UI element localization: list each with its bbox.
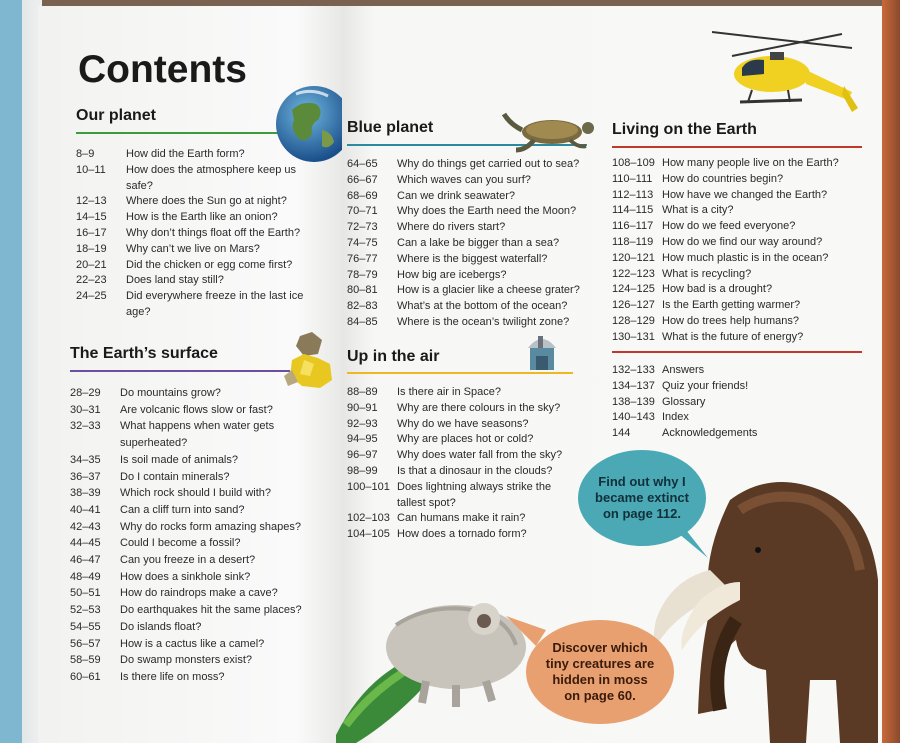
- previous-page-edge: [0, 0, 42, 743]
- toc-question: Where do rivers start?: [397, 221, 506, 234]
- toc-entry: [347, 432, 571, 448]
- toc-question: Why does the Earth need the Moon?: [397, 205, 577, 218]
- toc-entry: [347, 268, 595, 284]
- toc-page-range: 108–109: [612, 157, 655, 169]
- toc-question: How is a glacier like a cheese grater?: [397, 284, 580, 297]
- toc-entry: [612, 267, 874, 283]
- section-title-our-planet: Our planet: [76, 107, 157, 124]
- toc-question: Glossary: [662, 395, 706, 408]
- toc-question: How do raindrops make a cave?: [120, 587, 278, 600]
- toc-entry: [70, 535, 332, 552]
- toc-question: How many people live on the Earth?: [662, 157, 839, 169]
- toc-page-range: 110–111: [612, 172, 653, 185]
- section-rule-earths-surface: [70, 370, 290, 372]
- toc-entry: [347, 283, 595, 299]
- toc-entry: [612, 298, 874, 314]
- toc-entry: [70, 669, 332, 686]
- toc-entry: [347, 448, 571, 464]
- toc-entry: [347, 236, 595, 252]
- toc-question: Are volcanic flows slow or fast?: [120, 403, 273, 416]
- toc-question: Is there life on moss?: [120, 670, 225, 683]
- toc-page-range: 102–103: [347, 512, 390, 525]
- toc-entry: [347, 527, 571, 543]
- toc-entry: [70, 418, 332, 451]
- toc-page-range: 82–83: [347, 300, 378, 313]
- observatory-icon: [522, 330, 562, 372]
- toc-entry: [347, 417, 571, 433]
- toc-page-range: 144: [612, 427, 631, 440]
- toc-question: Is soil made of animals?: [120, 453, 238, 466]
- toc-page-range: 56–57: [70, 637, 101, 650]
- toc-entry: [612, 219, 874, 235]
- toc-entry: [70, 602, 332, 619]
- toc-question: What is a city?: [662, 204, 734, 217]
- toc-page-range: 126–127: [612, 299, 655, 312]
- toc-entry: [612, 156, 874, 172]
- toc-question: Can you freeze in a desert?: [120, 554, 256, 567]
- toc-question: How is the Earth like an onion?: [126, 211, 278, 224]
- toc-entry: [70, 402, 332, 419]
- section-rule-our-planet: [76, 132, 290, 134]
- toc-question: Is that a dinosaur in the clouds?: [397, 464, 553, 477]
- toc-question: What’s at the bottom of the ocean?: [397, 300, 568, 313]
- toc-question: Do I contain minerals?: [120, 470, 230, 483]
- toc-page-range: 54–55: [70, 620, 101, 633]
- toc-page-range: 16–17: [76, 226, 107, 239]
- toc-entry: [76, 273, 316, 289]
- toc-page-range: 124–125: [612, 283, 655, 296]
- toc-page-range: 140–143: [612, 411, 655, 424]
- toc-page-range: 36–37: [70, 470, 101, 483]
- toc-page-range: 74–75: [347, 236, 378, 249]
- toc-page-range: 42–43: [70, 520, 101, 533]
- toc-entry: [612, 235, 874, 251]
- toc-question: Does lightning always strike the tallest spot?: [397, 480, 552, 509]
- toc-page-range: 88–89: [347, 386, 378, 398]
- toc-entry: [70, 485, 332, 502]
- section-rule-living-on-the-earth: [612, 146, 862, 148]
- toc-question: How do countries begin?: [662, 172, 784, 185]
- toc-question: Why are there colours in the sky?: [397, 401, 561, 414]
- toc-page-range: 44–45: [70, 537, 101, 550]
- section-title-living-on-the-earth: Living on the Earth: [612, 121, 757, 138]
- toc-question: Can a lake be bigger than a sea?: [397, 236, 560, 249]
- toc-question: How do we feed everyone?: [662, 220, 796, 233]
- toc-page-range: 90–91: [347, 401, 378, 414]
- toc-page-range: 60–61: [70, 670, 101, 683]
- toc-question: How bad is a drought?: [662, 283, 773, 296]
- toc-entry: [76, 242, 316, 258]
- page-title: Contents: [78, 48, 247, 91]
- toc-entry: [70, 585, 332, 602]
- toc-question: Can we drink seawater?: [397, 189, 516, 202]
- toc-list-our-planet: [76, 147, 316, 321]
- toc-page-range: 24–25: [76, 290, 107, 303]
- toc-entry: [612, 203, 874, 219]
- toc-entry: [612, 395, 852, 411]
- toc-entry: [70, 519, 332, 536]
- toc-page-range: 68–69: [347, 189, 378, 202]
- toc-page-range: 66–67: [347, 173, 378, 186]
- toc-entry: [70, 469, 332, 486]
- toc-entry: [347, 299, 595, 315]
- toc-entry: [347, 220, 595, 236]
- toc-page-range: 128–129: [612, 314, 655, 327]
- toc-question: What is recycling?: [662, 267, 752, 280]
- toc-question: What happens when water gets superheated?: [120, 420, 275, 450]
- toc-page-range: 72–73: [347, 221, 378, 234]
- turtle-icon: [500, 106, 600, 154]
- toc-page-range: 138–139: [612, 395, 655, 408]
- toc-page-range: 130–131: [612, 330, 655, 343]
- toc-question: Why does water fall from the sky?: [397, 449, 563, 462]
- toc-question: Where is the biggest waterfall?: [397, 252, 548, 265]
- toc-question: How do trees help humans?: [662, 314, 799, 327]
- toc-entry: [347, 385, 571, 401]
- toc-question: Why can’t we live on Mars?: [126, 242, 260, 255]
- toc-question: Which waves can you surf?: [397, 173, 531, 186]
- toc-page-range: 92–93: [347, 417, 378, 430]
- toc-question: Do earthquakes hit the same places?: [120, 604, 302, 617]
- toc-page-range: 12–13: [76, 195, 107, 208]
- toc-page-range: 10–11: [76, 163, 106, 176]
- toc-page-range: 64–65: [347, 158, 378, 170]
- toc-question: Is there air in Space?: [397, 386, 501, 398]
- back-matter-rule: [612, 351, 862, 353]
- toc-question: Do mountains grow?: [120, 387, 221, 399]
- toc-question: Why do things get carried out to sea?: [397, 158, 580, 170]
- toc-entry: [76, 258, 316, 274]
- toc-page-range: 104–105: [347, 528, 390, 541]
- toc-entry: [347, 464, 571, 480]
- toc-question: How does a sinkhole sink?: [120, 570, 251, 583]
- toc-question: How have we changed the Earth?: [662, 188, 828, 201]
- toc-question: Why do we have seasons?: [397, 417, 529, 430]
- toc-entry: [76, 226, 316, 242]
- toc-page-range: 50–51: [70, 587, 101, 600]
- toc-page-range: 20–21: [76, 258, 107, 271]
- toc-entry: [76, 289, 316, 321]
- toc-page-range: 96–97: [347, 449, 378, 462]
- toc-entry: [347, 401, 571, 417]
- toc-page-range: 80–81: [347, 284, 378, 297]
- toc-page-range: 122–123: [612, 267, 655, 280]
- toc-page-range: 48–49: [70, 570, 101, 583]
- toc-question: Why do rocks form amazing shapes?: [120, 520, 301, 533]
- toc-page-range: 14–15: [76, 211, 107, 224]
- toc-question: How does the atmosphere keep us safe?: [126, 163, 296, 192]
- toc-list-living-on-the-earth: [612, 156, 874, 346]
- toc-page-range: 40–41: [70, 503, 101, 516]
- toc-page-range: 98–99: [347, 464, 378, 477]
- toc-page-range: 112–113: [612, 188, 654, 201]
- toc-page-range: 78–79: [347, 268, 378, 281]
- toc-entry: [347, 173, 595, 189]
- toc-entry: [70, 636, 332, 653]
- toc-page-range: 132–133: [612, 364, 655, 376]
- section-rule-up-in-the-air: [347, 372, 573, 374]
- toc-page-range: 116–117: [612, 220, 654, 233]
- mammoth-speech-bubble: Find out why I became extinct on page 112.: [578, 450, 706, 546]
- toc-entry: [347, 157, 595, 173]
- minerals-icon: [282, 330, 342, 390]
- toc-page-range: 114–115: [612, 204, 654, 217]
- toc-question: Quiz your friends!: [662, 379, 749, 392]
- toc-list-up-in-the-air: [347, 385, 571, 543]
- section-title-earths-surface: The Earth’s surface: [70, 345, 218, 362]
- toc-page-range: 8–9: [76, 148, 95, 160]
- toc-page-range: 100–101: [347, 480, 390, 493]
- toc-question: Can humans make it rain?: [397, 512, 526, 525]
- toc-page-range: 18–19: [76, 242, 107, 255]
- toc-question: Could I become a fossil?: [120, 537, 241, 550]
- toc-page-range: 76–77: [347, 252, 378, 265]
- toc-question: Do swamp monsters exist?: [120, 654, 253, 667]
- toc-page-range: 120–121: [612, 251, 655, 264]
- toc-question: Do islands float?: [120, 620, 202, 633]
- toc-entry: [612, 251, 874, 267]
- toc-page-range: 46–47: [70, 554, 101, 567]
- toc-entry: [70, 652, 332, 669]
- toc-page-range: 32–33: [70, 420, 101, 433]
- toc-question: Did everywhere freeze in the last ice age?: [126, 290, 304, 318]
- toc-entry: [347, 480, 571, 512]
- toc-entry: [70, 502, 332, 519]
- toc-entry: [612, 426, 852, 442]
- toc-question: How big are icebergs?: [397, 268, 507, 281]
- toc-page-range: 70–71: [347, 205, 378, 218]
- toc-list-earths-surface: [70, 385, 332, 686]
- toc-question: Which rock should I build with?: [120, 487, 272, 500]
- toc-entry: [347, 189, 595, 205]
- toc-page-range: 38–39: [70, 487, 101, 500]
- toc-page-range: 94–95: [347, 433, 378, 446]
- toc-question: Is the Earth getting warmer?: [662, 299, 801, 312]
- toc-entry: [70, 552, 332, 569]
- toc-entry: [70, 569, 332, 586]
- toc-question: How did the Earth form?: [126, 148, 245, 160]
- toc-page-range: 84–85: [347, 315, 378, 328]
- toc-entry: [612, 314, 874, 330]
- globe-icon: [272, 80, 342, 170]
- toc-question: How much plastic is in the ocean?: [662, 251, 829, 264]
- toc-entry: [347, 204, 595, 220]
- toc-entry: [76, 194, 316, 210]
- toc-page-range: 28–29: [70, 387, 101, 399]
- toc-question: Can a cliff turn into sand?: [120, 503, 245, 516]
- toc-list-back-matter: [612, 363, 852, 442]
- toc-entry: [612, 188, 874, 204]
- toc-entry: [347, 252, 595, 268]
- mammoth-bubble-tail: [672, 528, 708, 558]
- toc-page-range: 52–53: [70, 604, 101, 617]
- toc-page-range: 134–137: [612, 379, 655, 392]
- toc-question: Index: [662, 411, 689, 424]
- toc-page-range: 30–31: [70, 403, 101, 416]
- moss-bubble-tail: [506, 616, 546, 646]
- section-title-up-in-the-air: Up in the air: [347, 348, 440, 365]
- toc-question: Where is the ocean’s twilight zone?: [397, 315, 570, 328]
- section-title-blue-planet: Blue planet: [347, 119, 434, 136]
- toc-question: How is a cactus like a camel?: [120, 637, 265, 650]
- toc-entry: [76, 210, 316, 226]
- toc-entry: [347, 315, 595, 331]
- toc-page-range: 34–35: [70, 453, 101, 466]
- toc-question: Answers: [662, 364, 705, 376]
- toc-page-range: 118–119: [612, 235, 654, 248]
- toc-entry: [612, 330, 874, 346]
- toc-question: Did the chicken or egg come first?: [126, 258, 293, 271]
- toc-entry: [70, 452, 332, 469]
- toc-list-blue-planet: [347, 157, 595, 331]
- toc-entry: [612, 172, 874, 188]
- moss-speech-bubble: Discover which tiny creatures are hidden in moss on page 60.: [526, 620, 674, 724]
- toc-entry: [70, 619, 332, 636]
- toc-question: Acknowledgements: [662, 427, 758, 440]
- next-page-edge: [882, 0, 900, 743]
- toc-question: Why are places hot or cold?: [397, 433, 534, 446]
- toc-entry: [612, 410, 852, 426]
- toc-entry: [612, 363, 852, 379]
- tardigrade-icon: [336, 585, 536, 743]
- toc-page-range: 22–23: [76, 274, 107, 287]
- toc-page-range: 58–59: [70, 654, 101, 667]
- helicopter-icon: [712, 22, 862, 122]
- toc-question: Where does the Sun go at night?: [126, 195, 287, 208]
- toc-question: Does land stay still?: [126, 274, 224, 287]
- toc-entry: [612, 282, 874, 298]
- toc-question: How do we find our way around?: [662, 235, 823, 248]
- toc-question: What is the future of energy?: [662, 330, 804, 343]
- toc-question: How does a tornado form?: [397, 528, 527, 541]
- toc-entry: [612, 379, 852, 395]
- toc-entry: [347, 511, 571, 527]
- toc-question: Why don’t things float off the Earth?: [126, 226, 301, 239]
